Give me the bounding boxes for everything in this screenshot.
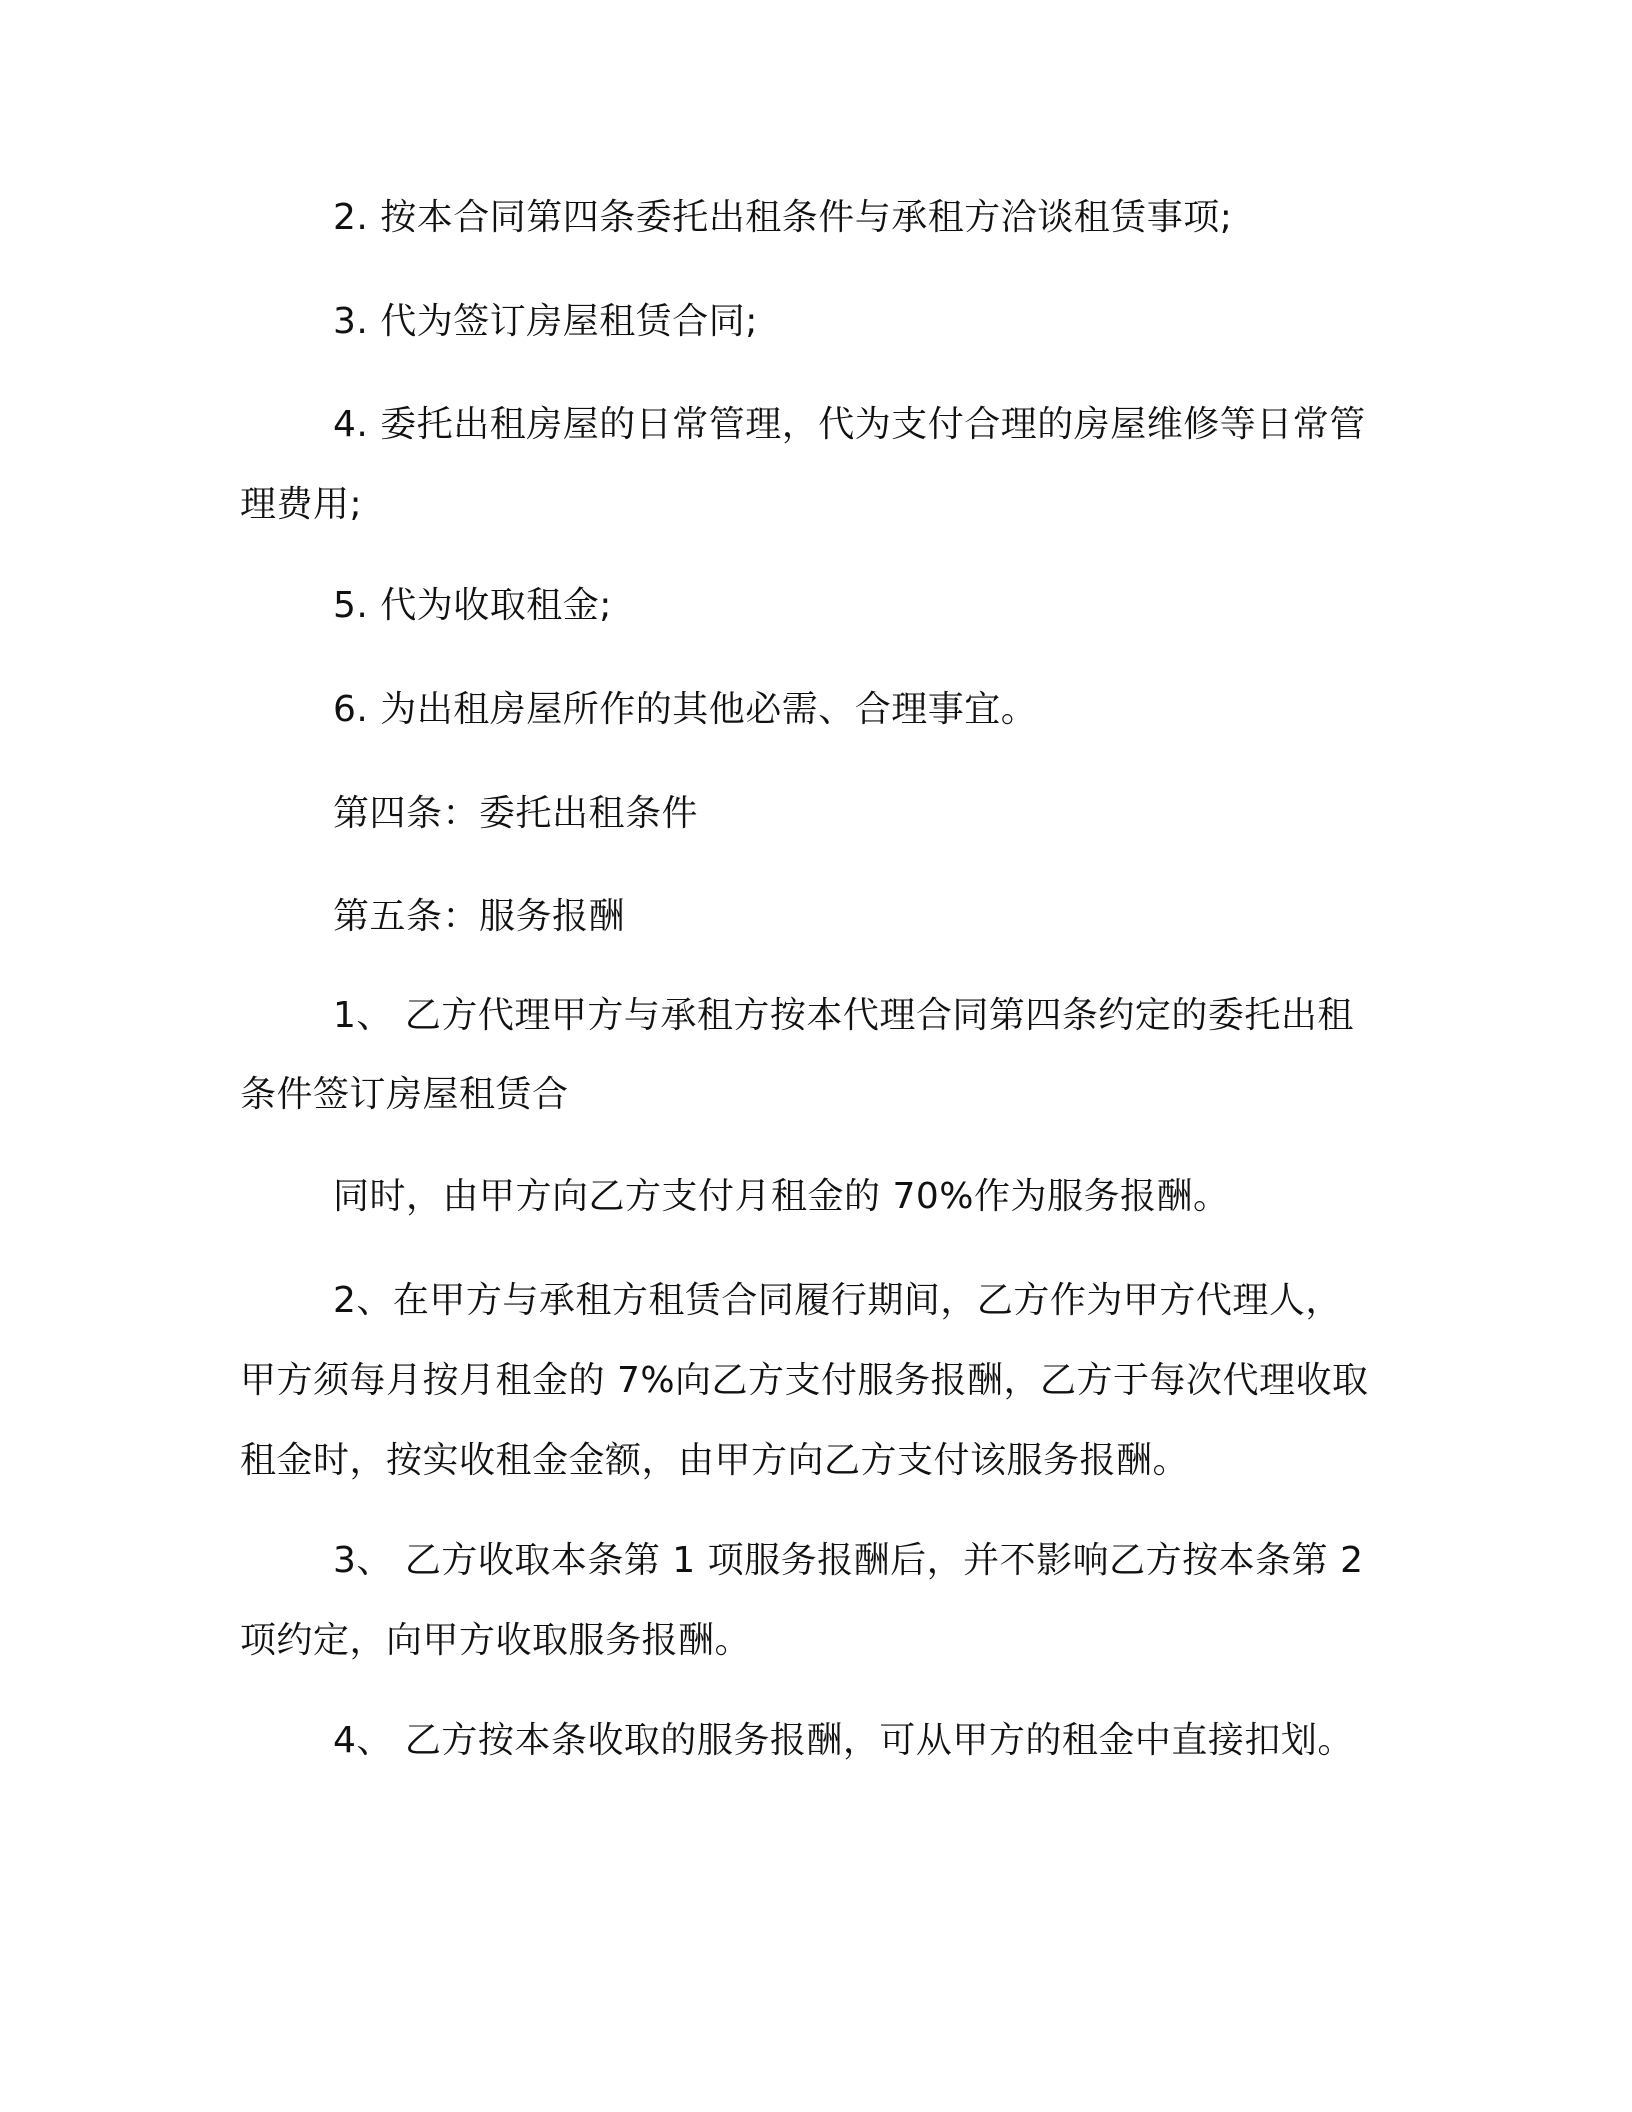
clause-item-2: 2. 按本合同第四条委托出租条件与承租方洽谈租赁事项; [333,197,1233,238]
reward-item-2-line-2: 甲方须每月按月租金的 7%向乙方支付服务报酬，乙方于每次代理收取 [240,1360,1369,1401]
clause-item-5: 5. 代为收取租金; [333,585,612,626]
clause-item-4-line-1: 4. 委托出租房屋的日常管理，代为支付合理的房屋维修等日常管 [333,404,1366,445]
reward-item-3-line-2: 项约定，向甲方收取服务报酬。 [240,1620,752,1661]
reward-item-1-line-2: 条件签订房屋租赁合 [240,1074,569,1115]
reward-item-1-line-1: 1、 乙方代理甲方与承租方按本代理合同第四条约定的委托出租 [333,995,1354,1036]
reward-item-4: 4、 乙方按本条收取的服务报酬，可从甲方的租金中直接扣划。 [333,1720,1354,1761]
article-5-heading: 第五条：服务报酬 [333,896,626,937]
reward-item-1-line-3: 同时，由甲方向乙方支付月租金的 70%作为服务报酬。 [333,1176,1230,1217]
article-4-heading: 第四条：委托出租条件 [333,793,699,834]
reward-item-2-line-3: 租金时，按实收租金金额，由甲方向乙方支付该服务报酬。 [240,1440,1190,1481]
clause-item-4-line-2: 理费用; [240,484,363,525]
reward-item-3-line-1: 3、 乙方收取本条第 1 项服务报酬后，并不影响乙方按本条第 2 [333,1540,1364,1581]
clause-item-6: 6. 为出租房屋所作的其他必需、合理事宜。 [333,689,1038,730]
clause-item-3: 3. 代为签订房屋租赁合同; [333,301,758,342]
reward-item-2-line-1: 2、在甲方与承租方租赁合同履行期间，乙方作为甲方代理人， [333,1280,1342,1321]
